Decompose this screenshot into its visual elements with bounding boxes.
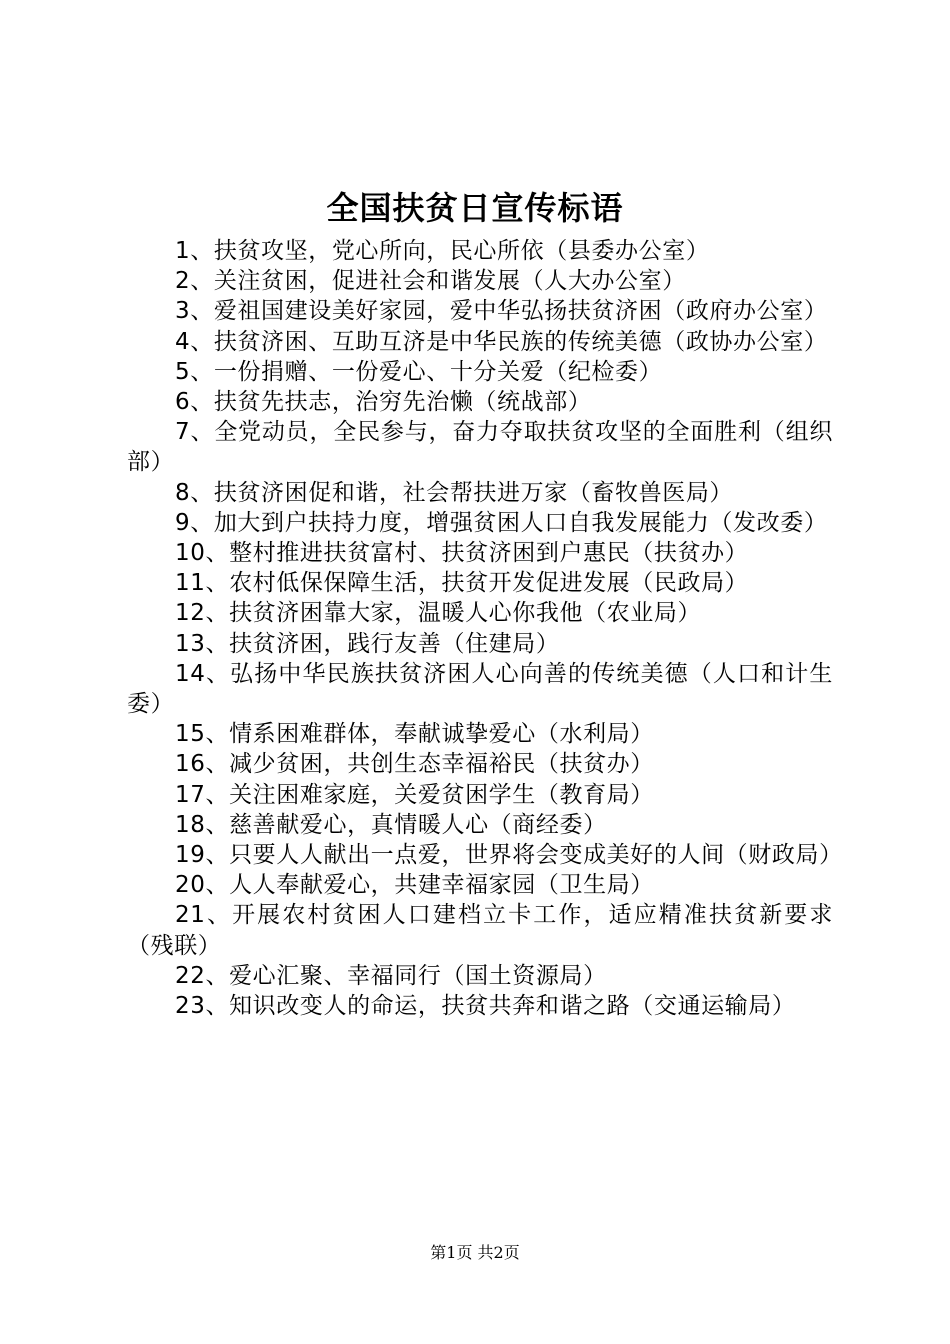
slogan-item: 18、慈善献爱心，真情暖人心（商经委） — [175, 811, 607, 838]
slogan-item: 6、扶贫先扶志，治穷先治懒（统战部） — [175, 389, 592, 416]
slogan-item: 16、减少贫困，共创生态幸福裕民（扶贫办） — [175, 751, 654, 778]
slogan-item: 11、农村低保保障生活，扶贫开发促进发展（民政局） — [175, 570, 749, 597]
slogan-item: 2、关注贫困，促进社会和谐发展（人大办公室） — [175, 268, 686, 295]
page-footer: 第1页 共2页 — [430, 1243, 520, 1262]
slogan-item: 1、扶贫攻坚，党心所向，民心所依（县委办公室） — [175, 238, 710, 264]
slogan-item: 9、加大到户扶持力度，增强贫困人口自我发展能力（发改委） — [175, 509, 828, 536]
slogan-item: 20、人人奉献爱心，共建幸福家园（卫生局） — [175, 872, 654, 899]
slogan-item: 21、开展农村贫困人口建档立卡工作，适应精准扶贫新要求（残联） — [127, 902, 833, 959]
slogan-item: 13、扶贫济困，践行友善（住建局） — [175, 630, 560, 657]
slogan-item: 10、整村推进扶贫富村、扶贫济困到户惠民（扶贫办） — [175, 540, 749, 567]
slogan-item: 8、扶贫济困促和谐，社会帮扶进万家（畜牧兽医局） — [175, 479, 734, 506]
slogan-item: 14、弘扬中华民族扶贫济困人心向善的传统美德（人口和计生委） — [127, 660, 833, 718]
slogan-item: 3、爱祖国建设美好家园，爱中华弘扬扶贫济困（政府办公室） — [175, 298, 828, 325]
slogan-list — [127, 236, 843, 1021]
slogan-item: 7、全党动员，全民参与，奋力夺取扶贫攻坚的全面胜利（组织部） — [127, 419, 833, 476]
slogan-item: 5、一份捐赠、一份爱心、十分关爱（纪检委） — [175, 358, 663, 385]
slogan-item: 12、扶贫济困靠大家，温暖人心你我他（农业局） — [175, 600, 702, 627]
document-title: 全国扶贫日宣传标语 — [326, 189, 624, 227]
slogan-item: 15、情系困难群体，奉献诚挚爱心（水利局） — [175, 721, 654, 748]
slogan-item: 4、扶贫济困、互助互济是中华民族的传统美德（政协办公室） — [175, 328, 828, 355]
slogan-item: 17、关注困难家庭，关爱贫困学生（教育局） — [175, 781, 654, 808]
slogan-item: 19、只要人人献出一点爱，世界将会变成美好的人间（财政局） — [175, 842, 843, 869]
slogan-item: 22、爱心汇聚、幸福同行（国土资源局） — [175, 962, 607, 989]
slogan-item: 23、知识改变人的命运，扶贫共奔和谐之路（交通运输局） — [175, 993, 796, 1020]
